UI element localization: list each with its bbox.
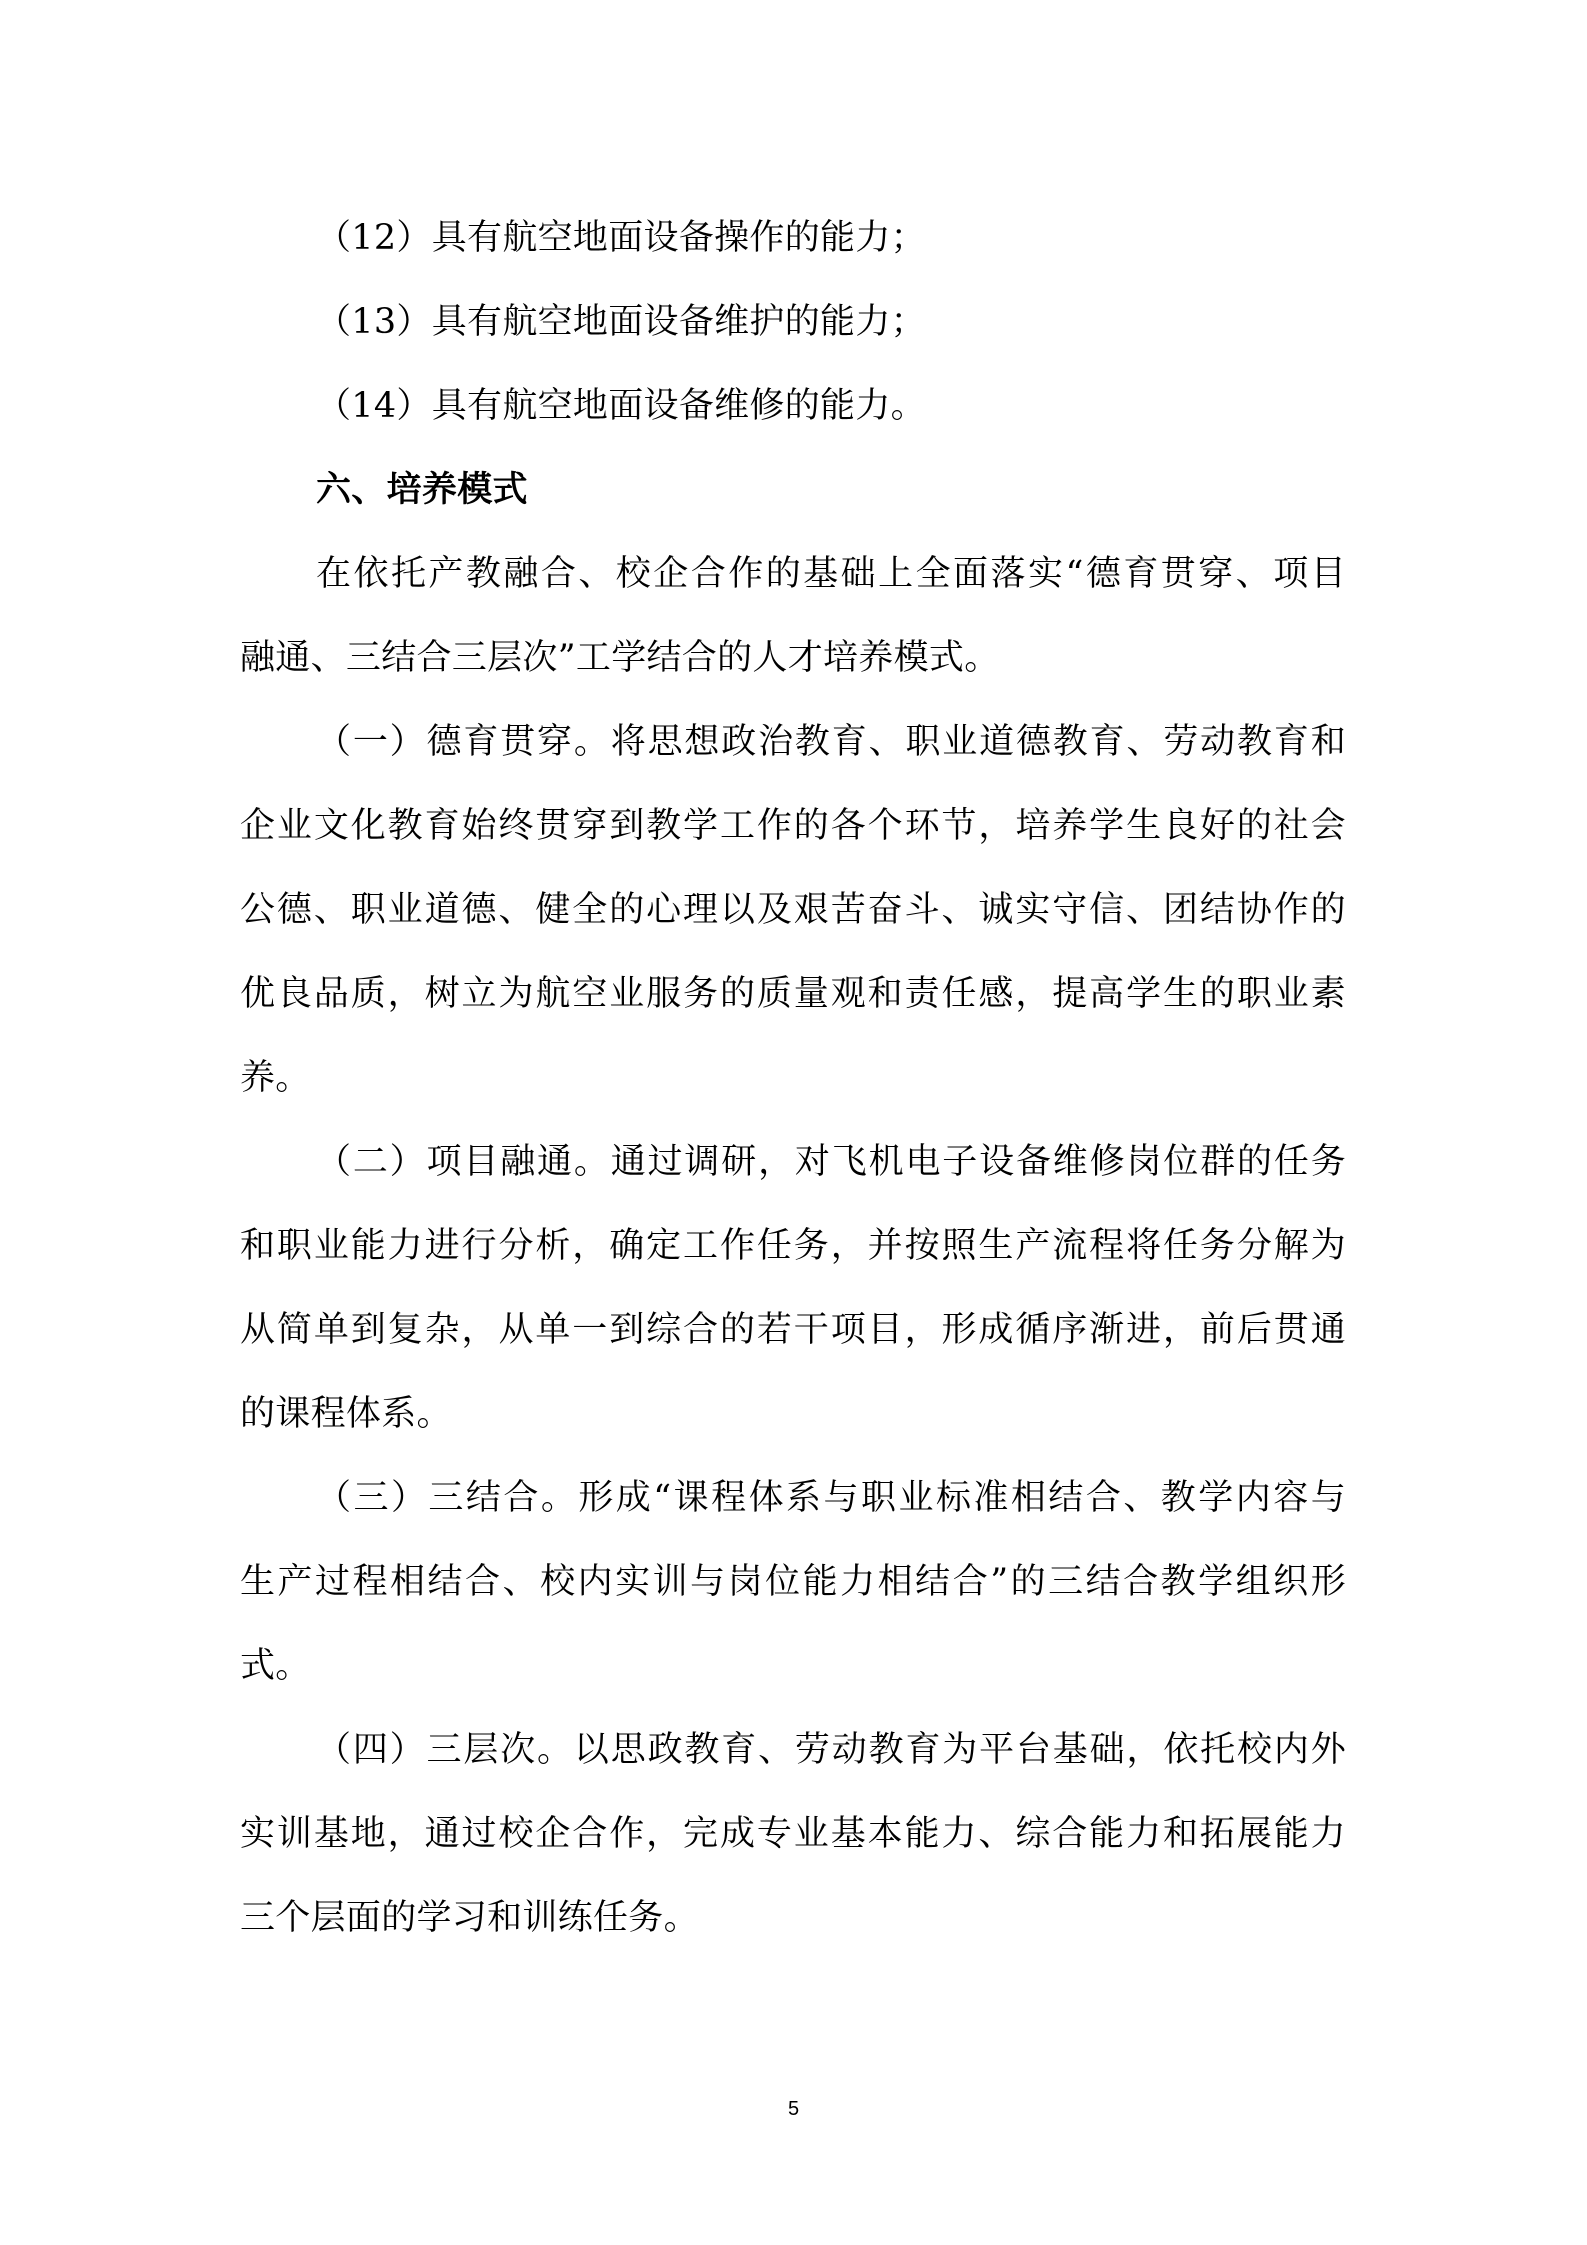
para4-line-1: （四）三层次。以思政教育、劳动教育为平台基础，依托校内外 [316,1730,1346,1770]
para4-line-2: 实训基地，通过校企合作，完成专业基本能力、综合能力和拓展能力 [240,1814,1346,1854]
para1-line-5: 养。 [240,1058,311,1098]
para1-line-1: （一）德育贯穿。将思想政治教育、职业道德教育、劳动教育和 [316,722,1346,762]
ability-item-12: （12）具有航空地面设备操作的能力； [316,218,926,258]
para4-line-3: 三个层面的学习和训练任务。 [240,1898,699,1938]
section-heading: 六、培养模式 [316,470,528,510]
para2-line-3: 从简单到复杂，从单一到综合的若干项目，形成循序渐进，前后贯通 [240,1310,1346,1350]
para1-line-2: 企业文化教育始终贯穿到教学工作的各个环节，培养学生良好的社会 [240,806,1346,846]
para2-line-1: （二）项目融通。通过调研，对飞机电子设备维修岗位群的任务 [316,1142,1346,1182]
page-number: 5 [787,2098,800,2120]
para3-line-2: 生产过程相结合、校内实训与岗位能力相结合”的三结合教学组织形 [240,1562,1346,1602]
intro-line-1: 在依托产教融合、校企合作的基础上全面落实“德育贯穿、项目 [316,554,1346,594]
para2-line-4: 的课程体系。 [240,1394,452,1434]
ability-item-14: （14）具有航空地面设备维修的能力。 [316,386,926,426]
para3-line-1: （三）三结合。形成“课程体系与职业标准相结合、教学内容与 [316,1478,1346,1518]
para3-line-3: 式。 [240,1646,311,1686]
body-text [240,196,1346,1960]
intro-line-2: 融通、三结合三层次”工学结合的人才培养模式。 [240,638,1000,678]
ability-item-13: （13）具有航空地面设备维护的能力； [316,302,926,342]
para2-line-2: 和职业能力进行分析，确定工作任务，并按照生产流程将任务分解为 [240,1226,1346,1266]
para1-line-3: 公德、职业道德、健全的心理以及艰苦奋斗、诚实守信、团结协作的 [240,890,1346,930]
para1-line-4: 优良品质，树立为航空业服务的质量观和责任感，提高学生的职业素 [240,974,1346,1014]
